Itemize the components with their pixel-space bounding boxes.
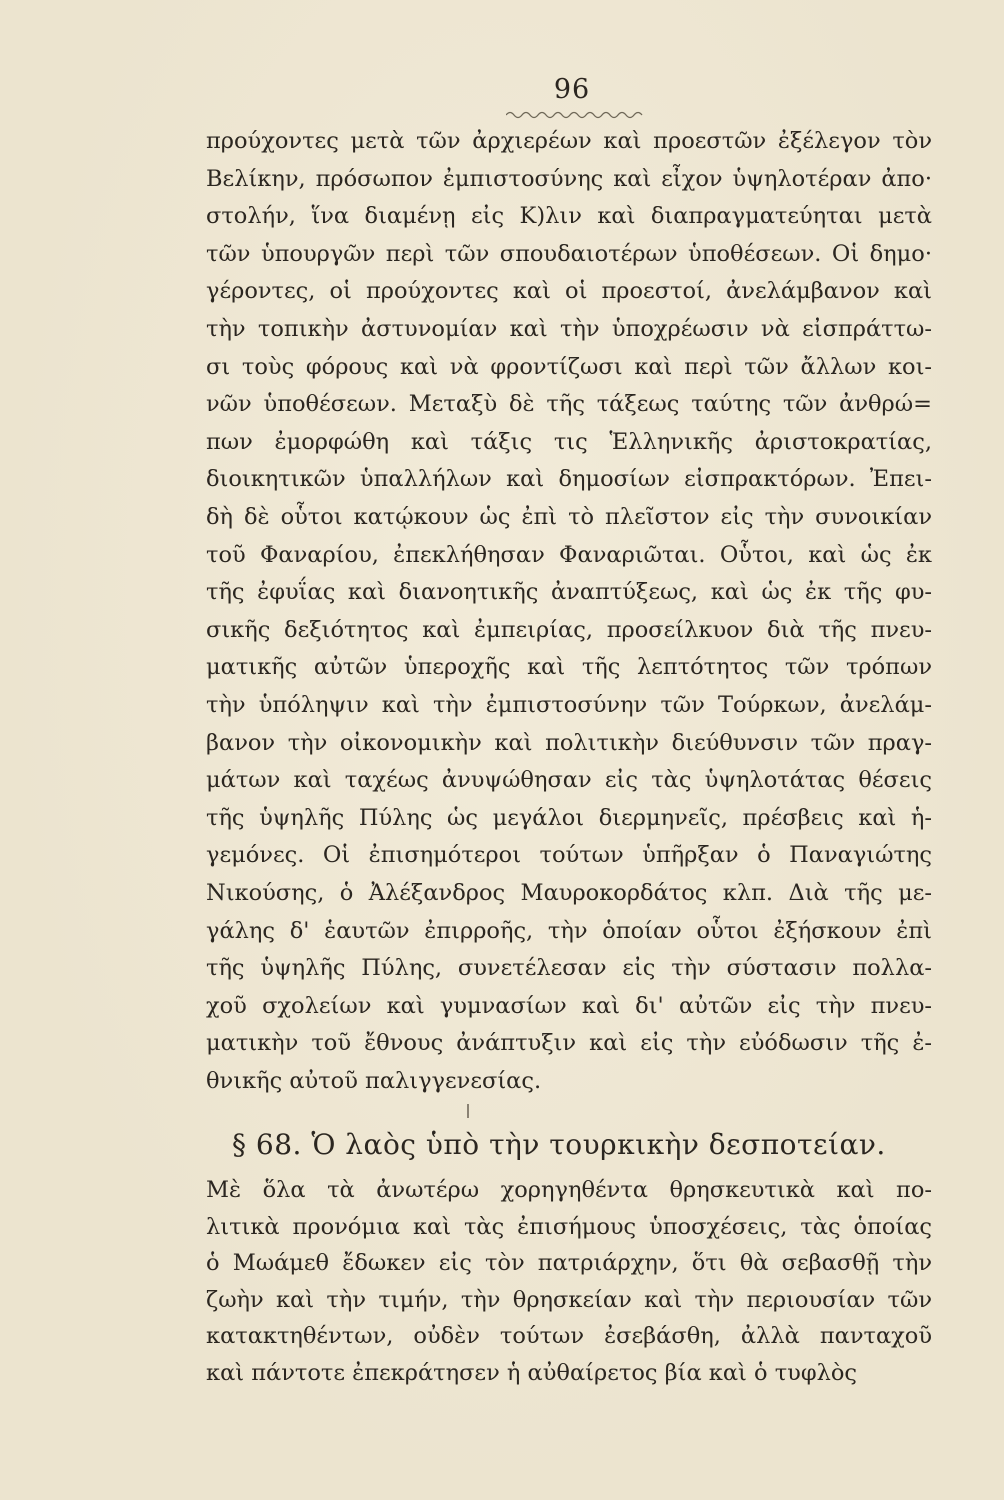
text-line: θνικῆς αὐτοῦ παλιγγενεσίας.	[206, 1068, 542, 1094]
section-heading: § 68. Ὁ λαὸς ὑπὸ τὴν τουρκικὴν δεσποτείαν.	[232, 1128, 886, 1161]
text-line: νῶν ὑποθέσεων. Μεταξὺ δὲ τῆς τάξεως ταύτης τῶν ἀνθρώ=	[206, 391, 932, 418]
text-line: δὴ δὲ οὗτοι κατῴκουν ὡς ἐπὶ τὸ πλεῖστον εἰς τὴν συνοικίαν	[206, 504, 932, 530]
text-line: γέροντες, οἱ προύχοντες καὶ οἱ προεστοί, ἀνελάμβανον καὶ	[206, 278, 932, 305]
text-line: ματικὴν τοῦ ἔθνους ἀνάπτυξιν καὶ εἰς τὴν εὐόδωσιν τῆς ἐ-	[206, 1030, 932, 1057]
text-line: τοῦ Φαναρίου, ἐπεκλήθησαν Φαναριῶται. Οὗτοι, καὶ ὡς ἐκ	[206, 541, 932, 568]
text-line: κατακτηθέντων, οὐδὲν τούτων ἐσεβάσθη, ἀλλὰ πανταχοῦ	[206, 1323, 932, 1349]
text-line: σικῆς δεξιότητος καὶ ἐμπειρίας, προσείλκυον διὰ τῆς πνευ-	[206, 616, 932, 643]
text-line: ζωὴν καὶ τὴν τιμήν, τὴν θρησκείαν καὶ τὴν περιουσίαν τῶν	[206, 1286, 932, 1313]
text-line: τὴν ὑπόληψιν καὶ τὴν ἐμπιστοσύνην τῶν Τούρκων, ἀνελάμ-	[206, 692, 932, 718]
text-line: Μὲ ὅλα τὰ ἀνωτέρω χορηγηθέντα θρησκευτικὰ καὶ πο-	[206, 1177, 932, 1203]
page-number: 96	[553, 74, 591, 105]
text-line: μάτων καὶ ταχέως ἀνυψώθησαν εἰς τὰς ὑψηλοτάτας θέσεις	[206, 767, 932, 794]
text-line: ὁ Μωάμεθ ἔδωκεν εἰς τὸν πατριάρχην, ὅτι θὰ σεβασθῇ τὴν	[206, 1250, 932, 1276]
text-line: σι τοὺς φόρους καὶ νὰ φροντίζωσι καὶ περὶ τῶν ἄλλων κοι-	[206, 353, 932, 380]
text-line: τῶν ὑπουργῶν περὶ τῶν σπουδαιοτέρων ὑποθέσεων. Οἱ δημο·	[206, 240, 932, 267]
text-line: τῆς ὑψηλῆς Πύλης ὡς μεγάλοι διερμηνεῖς, πρέσβεις καὶ ἡ-	[206, 804, 932, 831]
text-line: βανον τὴν οἰκονομικὴν καὶ πολιτικὴν διεύθυνσιν τῶν πραγ-	[206, 729, 932, 756]
text-line: τῆς ἐφυΐας καὶ διανοητικῆς ἀναπτύξεως, καὶ ὡς ἐκ τῆς φυ-	[206, 579, 932, 606]
text-line: γεμόνες. Οἱ ἐπισημότεροι τούτων ὑπῆρξαν ὁ Παναγιώτης	[206, 842, 932, 869]
text-line: γάλης δ' ἑαυτῶν ἐπιρροῆς, τὴν ὁποίαν οὗτοι ἐξήσκουν ἐπὶ	[206, 917, 932, 944]
text-line: στολήν, ἵνα διαμένῃ εἰς Κ)λιν καὶ διαπραγματεύηται μετὰ	[206, 203, 932, 230]
text-line: διοικητικῶν ὑπαλλήλων καὶ δημοσίων εἰσπρακτόρων. Ἐπει-	[206, 466, 932, 493]
text-line: χοῦ σχολείων καὶ γυμνασίων καὶ δι' αὐτῶν εἰς τὴν πνευ-	[206, 992, 932, 1019]
text-line: ματικῆς αὐτῶν ὑπεροχῆς καὶ τῆς λεπτότητος τῶν τρόπων	[206, 654, 932, 681]
text-line: λιτικὰ προνόμια καὶ τὰς ἐπισήμους ὑποσχέσεις, τὰς ὁποίας	[206, 1213, 932, 1240]
text-line: τῆς ὑψηλῆς Πύλης, συνετέλεσαν εἰς τὴν σύστασιν πολλα-	[206, 955, 932, 982]
text-line: Νικούσης, ὁ Ἀλέξανδρος Μαυροκορδάτος κλπ. Διὰ τῆς με-	[206, 880, 932, 906]
text-line: καὶ πάντοτε ἐπεκράτησεν ἡ αὐθαίρετος βία καὶ ὁ τυφλὸς	[206, 1359, 858, 1386]
text-line: πων ἐμορφώθη καὶ τάξις τις Ἑλληνικῆς ἀριστοκρατίας,	[206, 428, 932, 455]
text-line: τὴν τοπικὴν ἀστυνομίαν καὶ τὴν ὑποχρέωσιν νὰ εἰσπράττω-	[206, 316, 932, 342]
text-line: Βελίκην, πρόσωπον ἐμπιστοσύνης καὶ εἶχον ὑψηλοτέραν ἀπο·	[206, 165, 932, 192]
text-line: προύχοντες μετὰ τῶν ἀρχιερέων καὶ προεστῶν ἐξέλεγον τὸν	[206, 128, 932, 154]
